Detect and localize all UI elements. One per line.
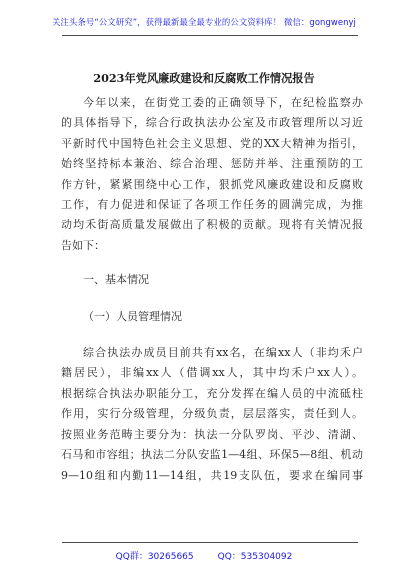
paragraph-1 xyxy=(61,93,363,256)
paragraph-line: 石马和市容组；执法二分队安监1—4组、环保5—8组、机动 xyxy=(61,448,363,462)
paragraph-line: 作方针，紧紧围绕中心工作，狠抓党风廉政建设和反腐败 xyxy=(61,177,363,191)
paragraph-2 xyxy=(61,343,363,486)
paragraph-line: 根据综合执法办职能分工，充分发挥在编人员的中流砥柱 xyxy=(61,386,363,400)
paragraph-line: 始终坚持标本兼治、综合治理、惩防并举、注重预防的工 xyxy=(61,157,363,171)
paragraph-line: 作用，实行分级管理，分级负责，层层落实，责任到人。 xyxy=(61,407,363,421)
paragraph-line: 9—10组和内勤11—14组，共19支队伍，要求在编同事 xyxy=(61,468,363,482)
paragraph-line: 告如下： xyxy=(61,238,105,252)
document-body xyxy=(61,93,363,486)
paragraph-line: 动均禾街高质量发展做出了积极的贡献。现将有关情况报 xyxy=(61,218,363,232)
document-title: 2023年党风廉政建设和反腐败工作情况报告 xyxy=(93,71,315,85)
paragraph-line: 的具体指导下，综合行政执法办公室及市政管理所以习近 xyxy=(61,116,363,130)
footer-qq: QQ：535304092 xyxy=(217,552,293,562)
header-divider xyxy=(62,35,358,36)
footer xyxy=(0,549,408,562)
paragraph-line: 籍居民），非编xx人（借调xx人，其中均禾户xx人）。 xyxy=(61,366,363,380)
paragraph-line: 工作，有力促进和保证了各项工作任务的圆满完成，为推 xyxy=(61,198,363,212)
footer-divider xyxy=(62,542,358,543)
paragraph-line: 综合执法办成员目前共有xx名，在编xx人（非均禾户 xyxy=(83,346,363,360)
section-heading: 一、基本情况 xyxy=(83,273,149,287)
subsection-heading: （一）人员管理情况 xyxy=(83,309,182,323)
footer-qq-group: QQ群：30265665 xyxy=(115,552,194,562)
paragraph-line: 按照业务范畴主要分为：执法一分队罗岗、平沙、清湖、 xyxy=(61,427,363,441)
header-note: 关注头条号“公文研究”，获得最新最全最专业的公文资料库！ 微信：gongwenyj xyxy=(52,17,356,27)
paragraph-line: 平新时代中国特色社会主义思想、党的XX大精神为指引， xyxy=(61,136,363,150)
paragraph-line: 今年以来，在街党工委的正确领导下，在纪检监察办 xyxy=(83,96,363,109)
